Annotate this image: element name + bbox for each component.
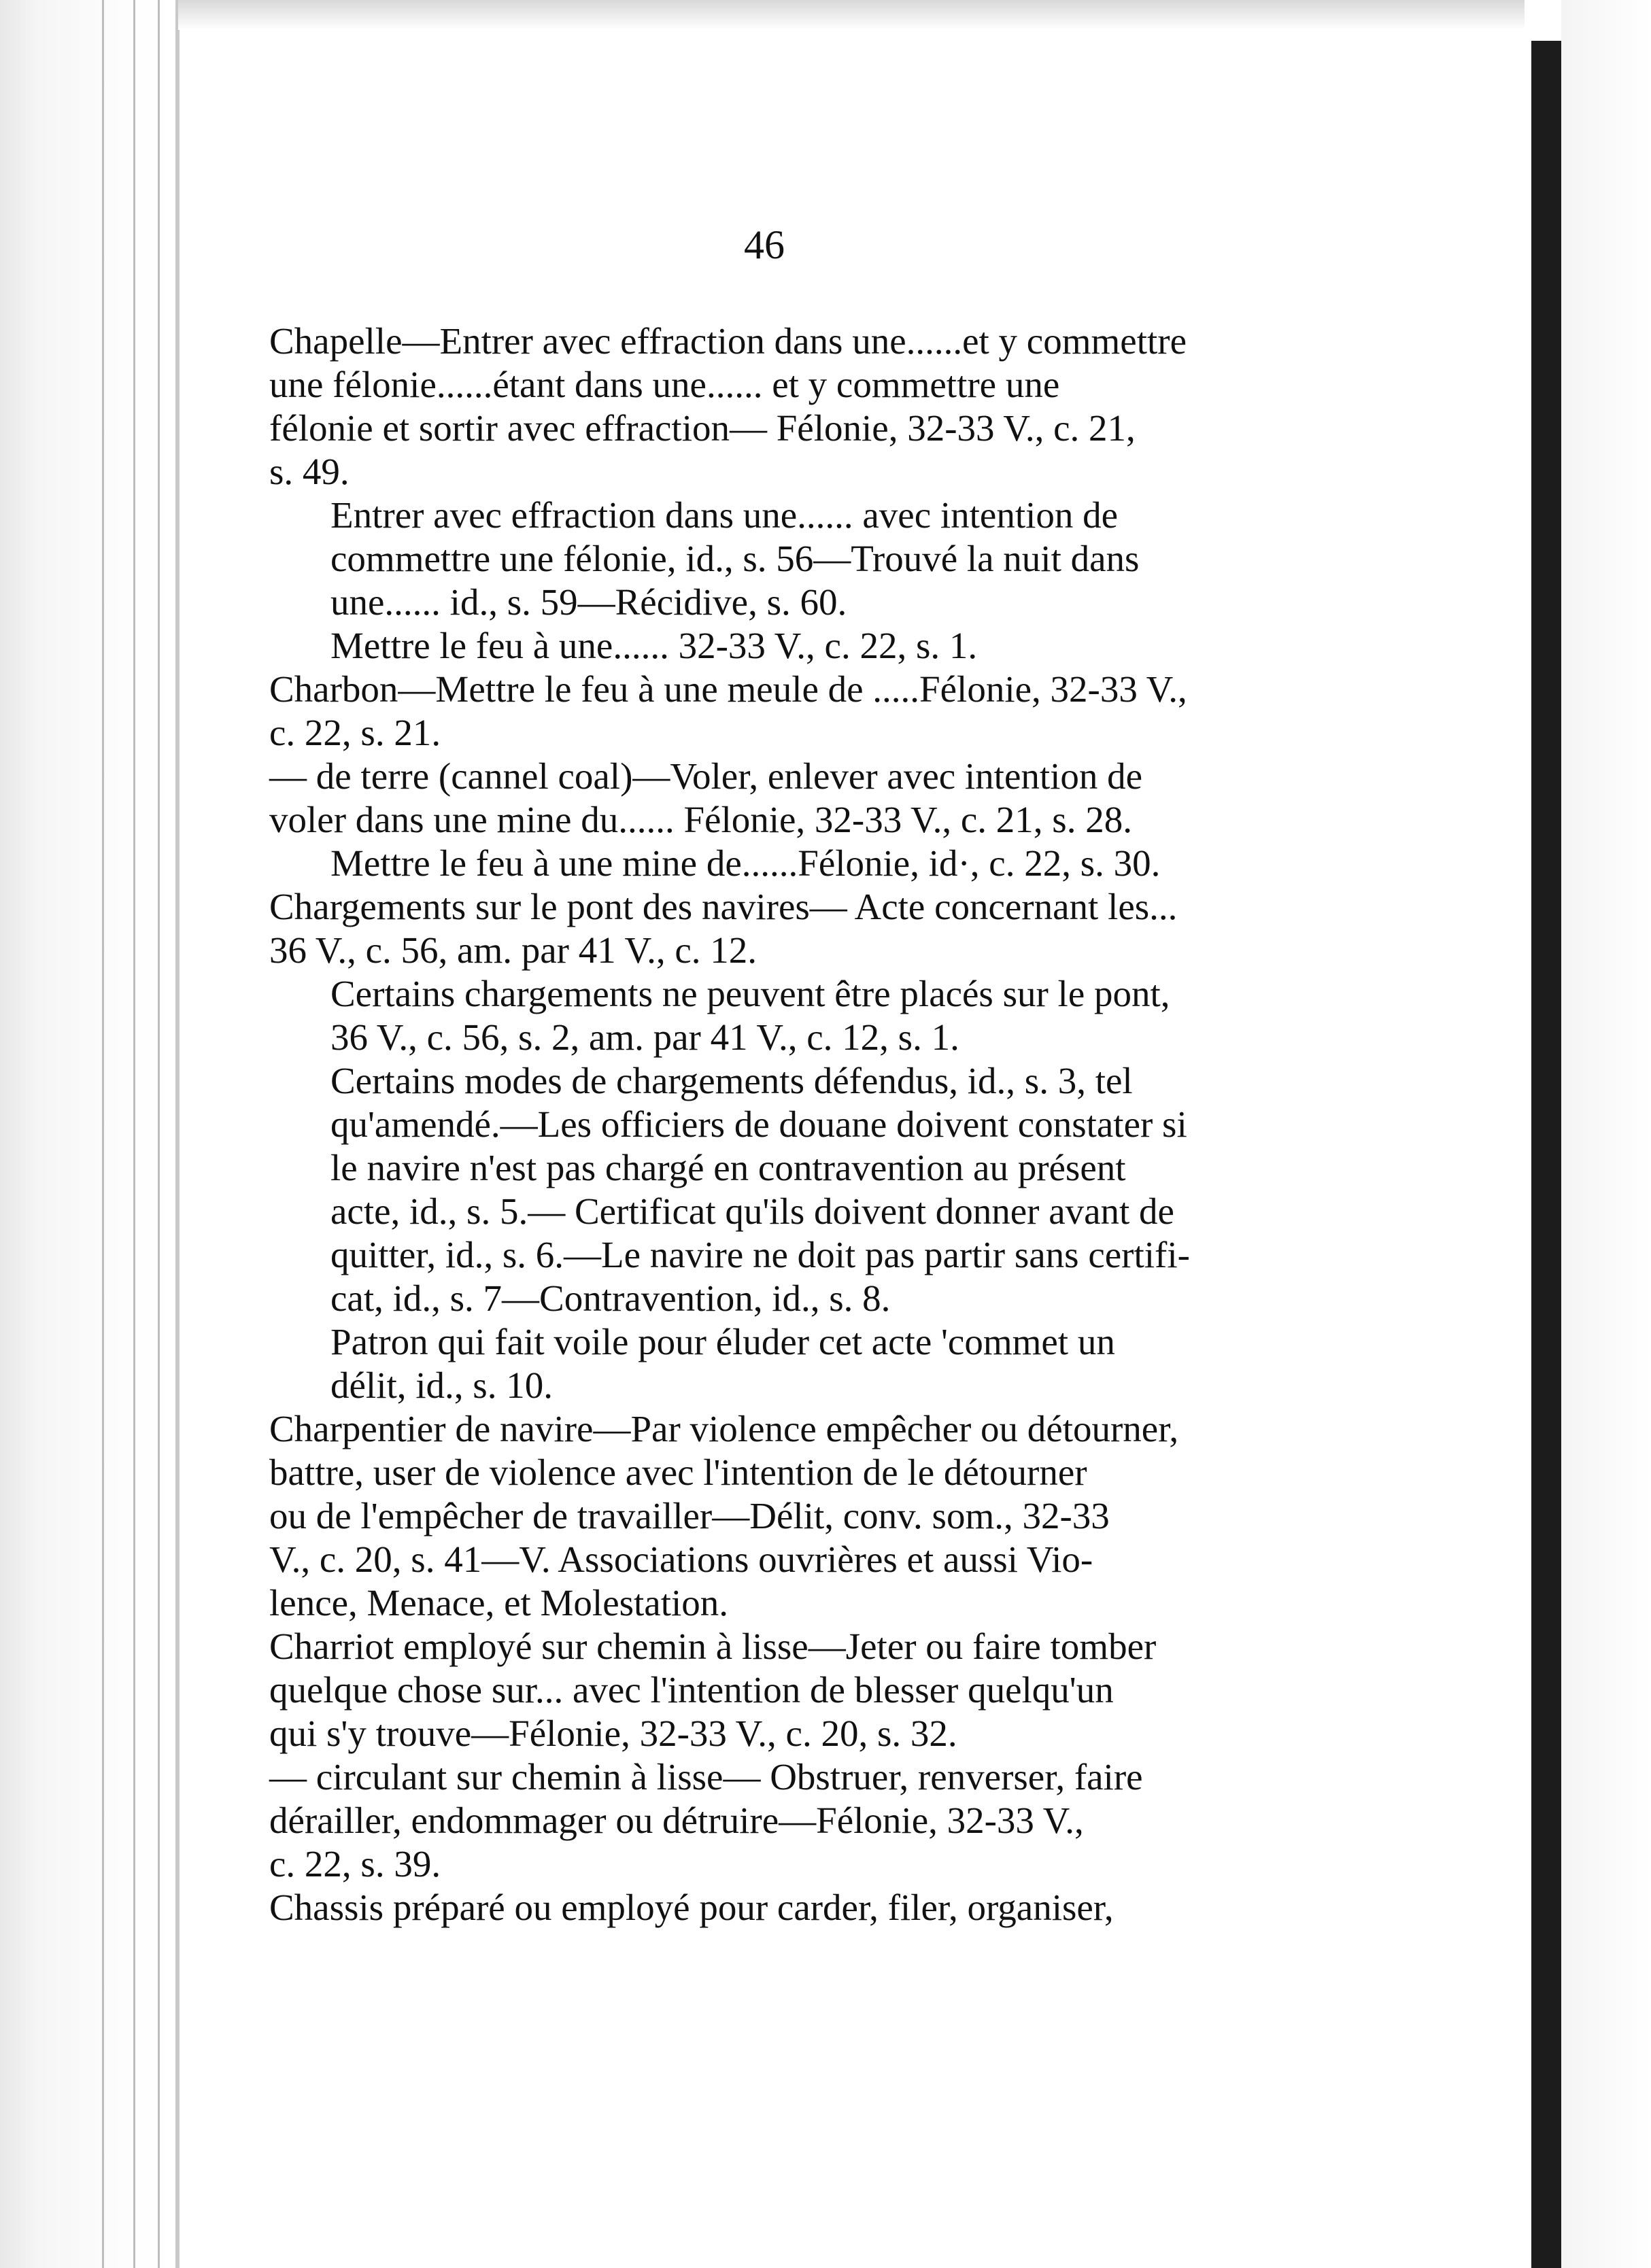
entry-heading: [269, 755, 1413, 842]
text-line: Chargements sur le pont des navires— Acte concernant les...: [269, 886, 1178, 927]
text-line: battre, user de violence avec l'intention de le détourner: [269, 1451, 1087, 1493]
text-line: une...... id., s. 59—Récidive, s. 60.: [330, 581, 847, 623]
text-line: Certains modes de chargements défendus, id., s. 3, tel: [330, 1060, 1133, 1101]
text-line: quelque chose sur... avec l'intention de blesser quelqu'un: [269, 1669, 1114, 1711]
text-line: qu'amendé.—Les officiers de douane doivent constater si: [330, 1103, 1187, 1145]
index-entry: [269, 320, 1413, 668]
text-line: V., c. 20, s. 41—V. Associations ouvrières et aussi Vio-: [269, 1539, 1093, 1580]
text-line: — de terre (cannel coal)—Voler, enlever avec intention de: [269, 755, 1143, 797]
scan-right-margin: [1561, 0, 1651, 2268]
text-line: Mettre le feu à une...... 32-33 V., c. 22, s. 1.: [330, 625, 978, 666]
text-line: — circulant sur chemin à lisse— Obstruer, renverser, faire: [269, 1756, 1143, 1798]
text-line: ou de l'empêcher de travailler—Délit, conv. som., 32-33: [269, 1495, 1110, 1536]
text-line: lence, Menace, et Molestation.: [269, 1582, 729, 1623]
index-entry: [269, 1755, 1413, 1886]
entry-heading: [269, 1886, 1413, 1929]
text-line: Certains chargements ne peuvent être placés sur le pont,: [330, 973, 1170, 1014]
entry-subparagraph: [269, 1059, 1413, 1320]
text-line: félonie et sortir avec effraction— Félonie, 32-33 V., c. 21,: [269, 407, 1136, 449]
entry-subparagraph: [269, 842, 1413, 885]
scan-right-border: [1531, 41, 1561, 2268]
scan-left-margin: [0, 0, 178, 2268]
index-entry: [269, 668, 1413, 755]
entry-subparagraph: [269, 494, 1413, 624]
index-entry: [269, 1625, 1413, 1755]
index-entry: [269, 885, 1413, 1407]
index-entry: [269, 1886, 1413, 1929]
text-line: Chapelle—Entrer avec effraction dans une......et y commettre: [269, 320, 1187, 362]
index-entry: [269, 1407, 1413, 1625]
text-line: qui s'y trouve—Félonie, 32-33 V., c. 20, s. 32.: [269, 1713, 957, 1754]
entry-subparagraph: [269, 972, 1413, 1059]
text-line: c. 22, s. 21.: [269, 712, 441, 753]
text-line: acte, id., s. 5.— Certificat qu'ils doivent donner avant de: [330, 1190, 1174, 1232]
page-number: 46: [744, 222, 785, 267]
text-line: le navire n'est pas chargé en contravention au présent: [330, 1147, 1126, 1188]
entry-heading: [269, 885, 1413, 972]
text-line: commettre une félonie, id., s. 56—Trouvé la nuit dans: [330, 538, 1140, 579]
text-line: c. 22, s. 39.: [269, 1843, 441, 1885]
text-line: s. 49.: [269, 451, 350, 492]
text-line: une félonie......étant dans une...... et y commettre une: [269, 364, 1060, 405]
text-line: quitter, id., s. 6.—Le navire ne doit pas partir sans certifi-: [330, 1234, 1190, 1275]
text-line: cat, id., s. 7—Contravention, id., s. 8.: [330, 1277, 891, 1319]
text-line: Chassis préparé ou employé pour carder, filer, organiser,: [269, 1887, 1114, 1928]
entry-heading: [269, 320, 1413, 494]
text-line: Charbon—Mettre le feu à une meule de .....Félonie, 32-33 V.,: [269, 668, 1187, 710]
scan-top-edge: [178, 0, 1525, 30]
index-entry: [269, 755, 1413, 885]
page-edge-line: [158, 0, 160, 2268]
entry-subparagraph: [269, 624, 1413, 668]
entry-heading: [269, 1625, 1413, 1755]
entry-heading: [269, 1755, 1413, 1886]
text-line: Charpentier de navire—Par violence empêcher ou détourner,: [269, 1408, 1179, 1449]
text-line: Mettre le feu à une mine de......Félonie, id·, c. 22, s. 30.: [330, 842, 1161, 884]
text-line: Patron qui fait voile pour éluder cet acte 'commet un: [330, 1321, 1115, 1362]
text-line: voler dans une mine du...... Félonie, 32-33 V., c. 21, s. 28.: [269, 799, 1132, 840]
index-text: [269, 320, 1413, 1929]
page-edge-line: [102, 0, 104, 2268]
text-line: 36 V., c. 56, s. 2, am. par 41 V., c. 12, s. 1.: [330, 1016, 959, 1058]
text-line: Entrer avec effraction dans une...... avec intention de: [330, 494, 1119, 536]
text-line: 36 V., c. 56, am. par 41 V., c. 12.: [269, 929, 758, 971]
text-line: Charriot employé sur chemin à lisse—Jeter ou faire tomber: [269, 1626, 1157, 1667]
entry-heading: [269, 1407, 1413, 1625]
entry-heading: [269, 668, 1413, 755]
text-line: délit, id., s. 10.: [330, 1364, 553, 1406]
text-line: dérailler, endommager ou détruire—Félonie, 32-33 V.,: [269, 1800, 1084, 1841]
entry-subparagraph: [269, 1320, 1413, 1407]
page-edge-line: [133, 0, 135, 2268]
